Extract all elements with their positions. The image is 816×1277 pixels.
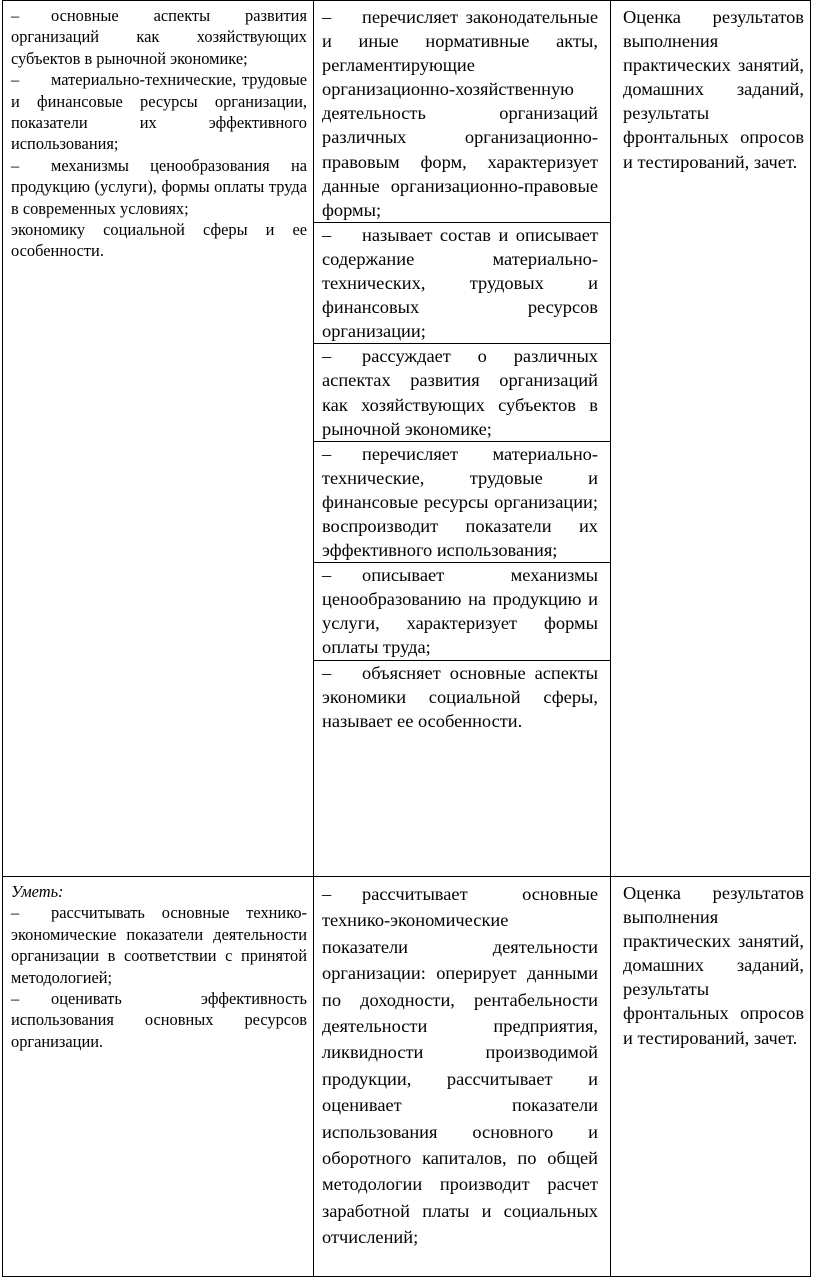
- criteria-cell: [314, 877, 611, 1277]
- list-item: – оценивать эффективность использования основных ресурсов организации.: [11, 988, 307, 1052]
- list-item: – объясняет основные аспекты экономики социальной сферы, называет ее особенности.: [314, 660, 610, 733]
- list-item-plain: экономику социальной сферы и ее особенности.: [11, 220, 307, 261]
- section-title: Уметь:: [11, 882, 64, 901]
- list-item: – материально-технические, трудовые и финансовые ресурсы организации, показатели их эффективного использования;: [11, 69, 307, 155]
- list-item: – рассуждает о различных аспектах развития организаций как хозяйствующих субъектов в рыночной экономике;: [314, 343, 610, 440]
- criteria-cell: [314, 1, 611, 877]
- list-item: – перечисляет законодательные и иные нормативные акты, регламентирующие организационно-хозяйственную деятельность организаций различных организационно-правовым форм, характеризует данные организационно-правовые формы;: [322, 5, 598, 222]
- list-item: – рассчитывать основные технико-экономические показатели деятельности организации в соответствии с принятой методологией;: [11, 902, 307, 988]
- table-row: [3, 1, 811, 877]
- list-item: – описывает механизмы ценообразованию на продукцию и услуги, характеризует формы оплаты труда;: [314, 562, 610, 659]
- table-row: [3, 877, 811, 1277]
- skills-cell: [3, 877, 314, 1277]
- list-item: – перечисляет материально-технические, трудовые и финансовые ресурсы организации; воспроизводит показатели их эффективного использования;: [314, 441, 610, 562]
- assessment-text: Оценка результатов выполнения практических занятий, домашних заданий, результаты фронтальных опросов и тестирований, зачет.: [623, 883, 804, 1048]
- assessment-cell: [611, 877, 811, 1277]
- list-item: – основные аспекты развития организаций как хозяйствующих субъектов в рыночной экономике;: [11, 5, 307, 69]
- competency-table: [2, 0, 811, 1277]
- knowledge-cell: [3, 1, 314, 877]
- list-item: – называет состав и описывает содержание материально-технических, трудовых и финансовых ресурсов организации;: [314, 222, 610, 343]
- assessment-text: Оценка результатов выполнения практических занятий, домашних заданий, результаты фронтальных опросов и тестирований, зачет.: [623, 7, 804, 172]
- assessment-cell: [611, 1, 811, 877]
- list-item: – механизмы ценообразования на продукцию (услуги), формы оплаты труда в современных условиях;: [11, 155, 307, 219]
- list-item: – рассчитывает основные технико-экономические показатели деятельности организации: оперирует данными по доходности, рентабельности деятельности предприятия, ликвидности производимой продукции, рассчитывает и оценивает показатели использования основного и оборотного капиталов, по общей методологии производит расчет заработной платы и социальных отчислений;: [322, 881, 598, 1251]
